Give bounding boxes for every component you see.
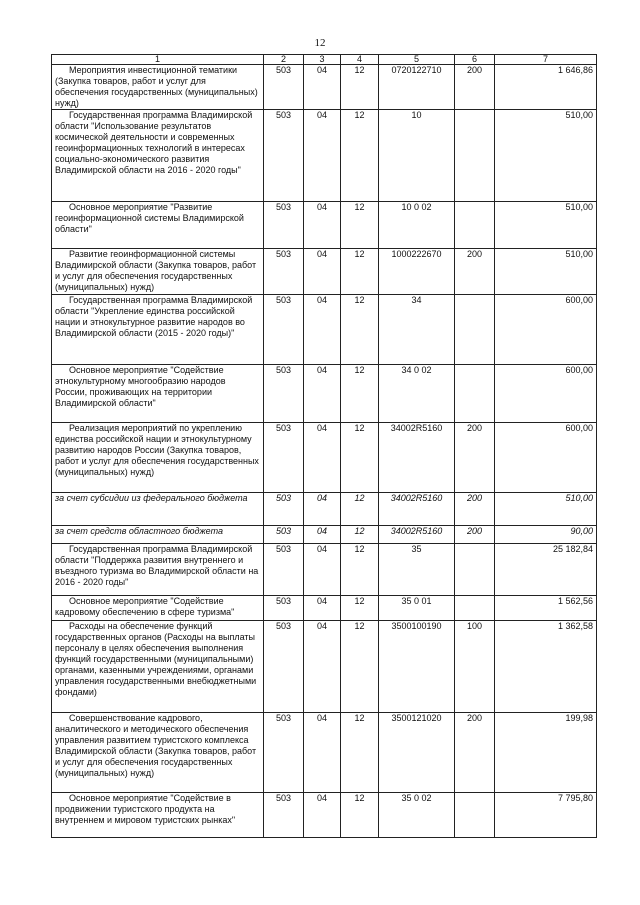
row-amount-cell-text: 1 562,56 [557, 596, 593, 606]
row-code-2-cell [264, 621, 304, 713]
row-code-5-cell [379, 621, 455, 713]
row-code-2-cell-text: 503 [275, 713, 292, 723]
row-name-cell-text: Государственная программа Владимирской области "Поддержка развития внутреннего и въездного туризма во Владимирской области на 2016 - 2020 годы" [55, 544, 259, 587]
row-code-3-cell-text: 04 [316, 295, 327, 305]
row-amount-cell-text: 600,00 [565, 295, 593, 305]
row-name-cell [52, 295, 264, 365]
row-amount-cell-text: 510,00 [565, 249, 593, 259]
row-code-4-cell-text: 12 [354, 526, 365, 536]
row-amount-cell-text: 7 795,80 [557, 793, 593, 803]
row-code-6-cell-text: 200 [466, 249, 483, 259]
row-code-3-cell-text: 04 [316, 793, 327, 803]
row-code-3-cell [304, 621, 341, 713]
row-code-2-cell-text: 503 [275, 65, 292, 75]
row-code-3-cell-text: 04 [316, 713, 327, 723]
table-row [52, 110, 597, 202]
row-code-4-cell [341, 793, 379, 838]
row-code-4-cell-text: 12 [354, 202, 365, 212]
row-name-cell [52, 713, 264, 793]
row-code-6-cell [455, 365, 495, 423]
row-name-cell-text: за счет средств областного бюджета [55, 526, 223, 536]
row-code-6-cell [455, 596, 495, 621]
row-code-5-cell-text: 10 [411, 110, 422, 120]
row-code-5-cell [379, 110, 455, 202]
row-name-cell-text: Совершенствование кадрового, аналитического и методического обеспечения управления развитием туристского комплекса Владимирской области (Закупка товаров, работ и услуг для обеспечения государственных (муниципальных) нужд) [55, 713, 257, 778]
budget-table [51, 54, 597, 838]
row-code-2-cell-text: 503 [275, 110, 292, 120]
row-name-cell-text: Основное мероприятие "Содействие кадровому обеспечению в сфере туризма" [55, 596, 235, 617]
row-code-6-cell-text: 200 [466, 526, 483, 536]
row-code-5-cell [379, 423, 455, 493]
row-code-4-cell [341, 365, 379, 423]
row-name-cell-text: Расходы на обеспечение функций государственных органов (Расходы на выплаты персоналу в целях обеспечения выполнения функций государственными (муниципальными) органами, казенными учреждениями, органами управления государственными внебюджетными фондами) [55, 621, 257, 697]
row-code-4-cell-text: 12 [354, 713, 365, 723]
row-code-2-cell [264, 65, 304, 110]
row-code-5-cell-text: 34002R5160 [390, 526, 443, 536]
row-code-2-cell-text: 503 [275, 202, 292, 212]
row-code-5-cell [379, 249, 455, 295]
row-code-6-cell-text: 200 [466, 423, 483, 433]
row-name-cell [52, 793, 264, 838]
row-name-cell-text: Основное мероприятие "Содействие этнокультурному многообразию народов России, проживающих на территории Владимирской области" [55, 365, 226, 408]
row-code-6-cell [455, 202, 495, 249]
row-amount-cell-text: 510,00 [565, 493, 593, 503]
row-code-5-cell-text: 35 0 02 [401, 793, 432, 803]
row-code-3-cell [304, 493, 341, 526]
row-code-3-cell-text: 04 [316, 526, 327, 536]
row-code-6-cell-text: 200 [466, 65, 483, 75]
row-amount-cell [495, 365, 597, 423]
row-code-4-cell-text: 12 [354, 295, 365, 305]
row-amount-cell [495, 526, 597, 544]
row-code-5-cell-text: 3500100190 [391, 621, 442, 631]
row-amount-cell-text: 199,98 [565, 713, 593, 723]
table-row [52, 596, 597, 621]
row-code-5-cell [379, 365, 455, 423]
row-amount-cell-text: 600,00 [565, 423, 593, 433]
row-code-2-cell [264, 365, 304, 423]
row-code-4-cell [341, 423, 379, 493]
row-code-6-cell-text: 100 [466, 621, 483, 631]
row-code-2-cell-text: 503 [275, 423, 292, 433]
row-code-4-cell [341, 621, 379, 713]
row-name-cell [52, 365, 264, 423]
row-code-2-cell-text: 503 [275, 365, 292, 375]
row-name-cell [52, 621, 264, 713]
row-amount-cell [495, 596, 597, 621]
row-name-cell [52, 423, 264, 493]
column-header-5: 5 [379, 55, 455, 65]
row-code-4-cell-text: 12 [354, 621, 365, 631]
row-amount-cell [495, 793, 597, 838]
table-row [52, 526, 597, 544]
row-code-3-cell [304, 793, 341, 838]
row-code-3-cell-text: 04 [316, 493, 327, 503]
row-amount-cell-text: 1 362,58 [557, 621, 593, 631]
row-code-2-cell-text: 503 [275, 793, 292, 803]
table-header-row [52, 55, 597, 65]
row-code-6-cell-text: 200 [466, 713, 483, 723]
row-code-5-cell-text: 35 [411, 544, 422, 554]
table-row [52, 423, 597, 493]
row-code-5-cell-text: 35 0 01 [401, 596, 432, 606]
row-code-5-cell-text: 34 0 02 [401, 365, 432, 375]
row-code-3-cell [304, 544, 341, 596]
column-header-3: 3 [304, 55, 341, 65]
row-code-6-cell [455, 295, 495, 365]
row-code-6-cell [455, 526, 495, 544]
row-code-4-cell [341, 202, 379, 249]
column-header-6: 6 [455, 55, 495, 65]
row-code-2-cell-text: 503 [275, 493, 292, 503]
row-code-6-cell-text: 200 [466, 493, 483, 503]
row-name-cell-text: Основное мероприятие "Развитие геоинформационной системы Владимирской области" [55, 202, 244, 234]
row-amount-cell [495, 295, 597, 365]
row-code-2-cell [264, 423, 304, 493]
row-code-4-cell [341, 110, 379, 202]
table-row [52, 493, 597, 526]
row-code-2-cell [264, 249, 304, 295]
row-code-3-cell [304, 295, 341, 365]
row-amount-cell-text: 510,00 [565, 110, 593, 120]
row-code-5-cell [379, 544, 455, 596]
row-code-2-cell [264, 596, 304, 621]
row-amount-cell [495, 202, 597, 249]
row-code-4-cell [341, 493, 379, 526]
row-name-cell [52, 544, 264, 596]
row-name-cell [52, 202, 264, 249]
row-code-5-cell-text: 10 0 02 [401, 202, 432, 212]
row-code-2-cell [264, 295, 304, 365]
row-code-4-cell-text: 12 [354, 423, 365, 433]
row-name-cell [52, 110, 264, 202]
row-code-5-cell [379, 596, 455, 621]
column-header-7: 7 [495, 55, 597, 65]
row-code-5-cell [379, 295, 455, 365]
row-code-3-cell-text: 04 [316, 423, 327, 433]
row-code-5-cell [379, 493, 455, 526]
row-code-4-cell-text: 12 [354, 110, 365, 120]
row-code-2-cell-text: 503 [275, 526, 292, 536]
row-code-4-cell-text: 12 [354, 65, 365, 75]
row-amount-cell-text: 90,00 [570, 526, 593, 536]
row-code-4-cell-text: 12 [354, 365, 365, 375]
row-code-3-cell [304, 202, 341, 249]
row-code-5-cell [379, 713, 455, 793]
row-code-6-cell [455, 544, 495, 596]
column-header-4: 4 [341, 55, 379, 65]
row-amount-cell [495, 249, 597, 295]
row-code-4-cell [341, 713, 379, 793]
row-code-2-cell-text: 503 [275, 295, 292, 305]
row-code-4-cell [341, 249, 379, 295]
row-name-cell-text: Государственная программа Владимирской области "Укрепление единства российской нации и этнокультурное развитие народов во Владимирской области (2015 - 2020 годы)" [55, 295, 253, 338]
row-amount-cell [495, 493, 597, 526]
row-code-3-cell-text: 04 [316, 544, 327, 554]
row-code-5-cell-text: 34002R5160 [390, 493, 443, 503]
row-code-3-cell-text: 04 [316, 365, 327, 375]
table-row [52, 544, 597, 596]
row-code-6-cell [455, 65, 495, 110]
table-row [52, 202, 597, 249]
row-code-3-cell [304, 249, 341, 295]
table-row [52, 295, 597, 365]
row-code-3-cell-text: 04 [316, 110, 327, 120]
row-name-cell-text: за счет субсидии из федерального бюджета [55, 493, 248, 503]
row-code-3-cell [304, 423, 341, 493]
row-amount-cell [495, 423, 597, 493]
row-code-3-cell-text: 04 [316, 65, 327, 75]
row-amount-cell-text: 600,00 [565, 365, 593, 375]
row-code-5-cell [379, 65, 455, 110]
row-code-4-cell [341, 65, 379, 110]
row-code-3-cell [304, 526, 341, 544]
row-code-3-cell-text: 04 [316, 596, 327, 606]
row-code-4-cell-text: 12 [354, 793, 365, 803]
row-code-2-cell [264, 526, 304, 544]
table-row [52, 793, 597, 838]
row-code-3-cell-text: 04 [316, 621, 327, 631]
row-code-6-cell [455, 713, 495, 793]
row-code-4-cell-text: 12 [354, 249, 365, 259]
row-code-6-cell [455, 249, 495, 295]
table-row [52, 65, 597, 110]
row-code-3-cell [304, 365, 341, 423]
row-amount-cell-text: 510,00 [565, 202, 593, 212]
row-name-cell [52, 65, 264, 110]
row-code-4-cell [341, 596, 379, 621]
row-code-6-cell [455, 793, 495, 838]
table-row [52, 713, 597, 793]
row-name-cell-text: Государственная программа Владимирской области "Использование результатов космической деятельности и современных геоинформационных технологий в интересах социально-экономического развития Владимирской области на 2016 - 2020 годы" [55, 110, 253, 175]
row-code-5-cell-text: 34002R5160 [390, 423, 443, 433]
row-name-cell-text: Развитие геоинформационной системы Владимирской области (Закупка товаров, работ и услуг для обеспечения государственных (муниципальных) нужд) [55, 249, 257, 292]
row-code-5-cell-text: 1000222670 [391, 249, 442, 259]
row-name-cell [52, 493, 264, 526]
table-body [52, 65, 597, 838]
row-code-5-cell [379, 526, 455, 544]
row-code-4-cell [341, 544, 379, 596]
row-code-2-cell-text: 503 [275, 544, 292, 554]
row-code-2-cell-text: 503 [275, 596, 292, 606]
row-code-5-cell [379, 202, 455, 249]
row-code-3-cell [304, 65, 341, 110]
row-code-2-cell [264, 493, 304, 526]
row-amount-cell [495, 110, 597, 202]
row-code-5-cell-text: 34 [411, 295, 422, 305]
column-header-2: 2 [264, 55, 304, 65]
row-code-2-cell [264, 202, 304, 249]
row-name-cell-text: Реализация мероприятий по укреплению единства российской нации и этнокультурному развитию народов России (Закупка товаров, работ и услуг для обеспечения государственных (муниципальных) нужд) [55, 423, 259, 477]
row-amount-cell [495, 544, 597, 596]
row-code-6-cell [455, 621, 495, 713]
row-code-5-cell-text: 0720122710 [391, 65, 442, 75]
row-code-2-cell-text: 503 [275, 249, 292, 259]
row-code-2-cell [264, 793, 304, 838]
row-code-2-cell [264, 110, 304, 202]
row-code-2-cell-text: 503 [275, 621, 292, 631]
row-code-6-cell [455, 423, 495, 493]
row-code-5-cell-text: 3500121020 [391, 713, 442, 723]
row-code-3-cell [304, 596, 341, 621]
table-row [52, 365, 597, 423]
row-code-6-cell [455, 110, 495, 202]
table-row [52, 249, 597, 295]
row-amount-cell-text: 25 182,84 [552, 544, 593, 554]
row-code-4-cell [341, 526, 379, 544]
row-name-cell [52, 526, 264, 544]
row-code-2-cell [264, 713, 304, 793]
row-amount-cell-text: 1 646,86 [557, 65, 593, 75]
row-code-3-cell [304, 713, 341, 793]
row-code-4-cell-text: 12 [354, 596, 365, 606]
row-amount-cell [495, 621, 597, 713]
row-code-6-cell [455, 493, 495, 526]
page-number: 12 [314, 37, 326, 49]
row-amount-cell [495, 65, 597, 110]
row-code-3-cell-text: 04 [316, 202, 327, 212]
row-name-cell-text: Мероприятия инвестиционной тематики (Закупка товаров, работ и услуг для обеспечения государственных (муниципальных) нужд) [55, 65, 258, 108]
row-code-4-cell [341, 295, 379, 365]
row-code-4-cell-text: 12 [354, 544, 365, 554]
row-code-3-cell-text: 04 [316, 249, 327, 259]
row-name-cell [52, 596, 264, 621]
row-name-cell [52, 249, 264, 295]
column-header-1: 1 [52, 55, 264, 65]
row-amount-cell [495, 713, 597, 793]
table-row [52, 621, 597, 713]
row-code-4-cell-text: 12 [354, 493, 365, 503]
row-code-3-cell [304, 110, 341, 202]
row-code-5-cell [379, 793, 455, 838]
row-name-cell-text: Основное мероприятие "Содействие в продвижении туристского продукта на внутреннем и мировом туристских рынках" [55, 793, 236, 825]
row-code-2-cell [264, 544, 304, 596]
